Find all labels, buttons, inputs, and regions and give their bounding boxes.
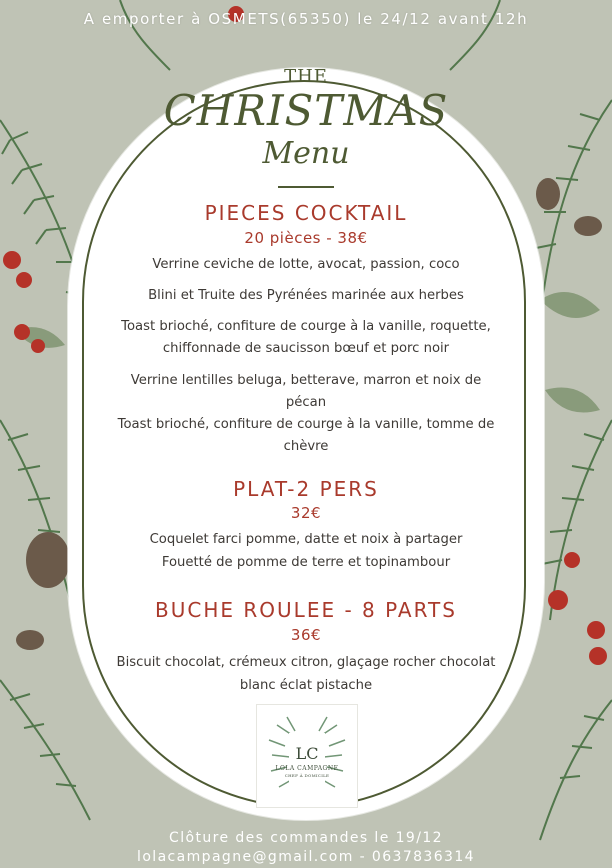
section-price-plat: 32€ bbox=[290, 504, 322, 522]
menu-item: Toast brioché, confiture de courge à la vanille, tomme de bbox=[117, 417, 495, 432]
pickup-note: A emporter à OSMETS(65350) le 24/12 avant 12h bbox=[83, 10, 529, 28]
section-title-cocktail: PIECES COCKTAIL bbox=[204, 201, 408, 225]
menu-item: blanc éclat pistache bbox=[239, 678, 373, 693]
logo-tagline: CHEF À DOMICILE bbox=[284, 773, 330, 778]
menu-item: Verrine ceviche de lotte, avocat, passion, coco bbox=[152, 257, 460, 272]
logo-monogram: LC bbox=[295, 744, 319, 763]
title-divider bbox=[278, 186, 334, 188]
menu-item: chiffonnade de saucisson bœuf et porc noir bbox=[162, 341, 450, 356]
menu-item: chèvre bbox=[283, 439, 329, 454]
menu-item: Fouetté de pomme de terre et topinambour bbox=[161, 555, 451, 570]
menu-item: pécan bbox=[285, 395, 327, 410]
section-price-cocktail: 20 pièces - 38€ bbox=[244, 229, 368, 247]
order-deadline: Clôture des commandes le 19/12 bbox=[169, 830, 443, 846]
menu-item: Coquelet farci pomme, datte et noix à partager bbox=[149, 532, 463, 547]
logo-wreath-icon bbox=[257, 705, 357, 807]
section-price-buche: 36€ bbox=[290, 626, 322, 644]
contact-info[interactable]: lolacampagne@gmail.com - 0637836314 bbox=[137, 849, 475, 865]
menu-item: Biscuit chocolat, crémeux citron, glaçage rocher chocolat bbox=[116, 655, 496, 670]
title-christmas: CHRISTMAS bbox=[163, 86, 449, 135]
lola-campagne-logo bbox=[256, 704, 358, 808]
section-title-plat: PLAT-2 PERS bbox=[233, 477, 379, 501]
title-menu: Menu bbox=[262, 136, 350, 171]
section-title-buche: BUCHE ROULEE - 8 PARTS bbox=[155, 598, 457, 622]
menu-item: Toast brioché, confiture de courge à la vanille, roquette, bbox=[121, 319, 491, 334]
menu-item: Blini et Truite des Pyrénées marinée aux herbes bbox=[148, 288, 464, 303]
title-the: THE bbox=[284, 66, 328, 87]
logo-name: LOLA CAMPAGNE bbox=[275, 765, 339, 772]
menu-item: Verrine lentilles beluga, betterave, marron et noix de bbox=[130, 373, 482, 388]
